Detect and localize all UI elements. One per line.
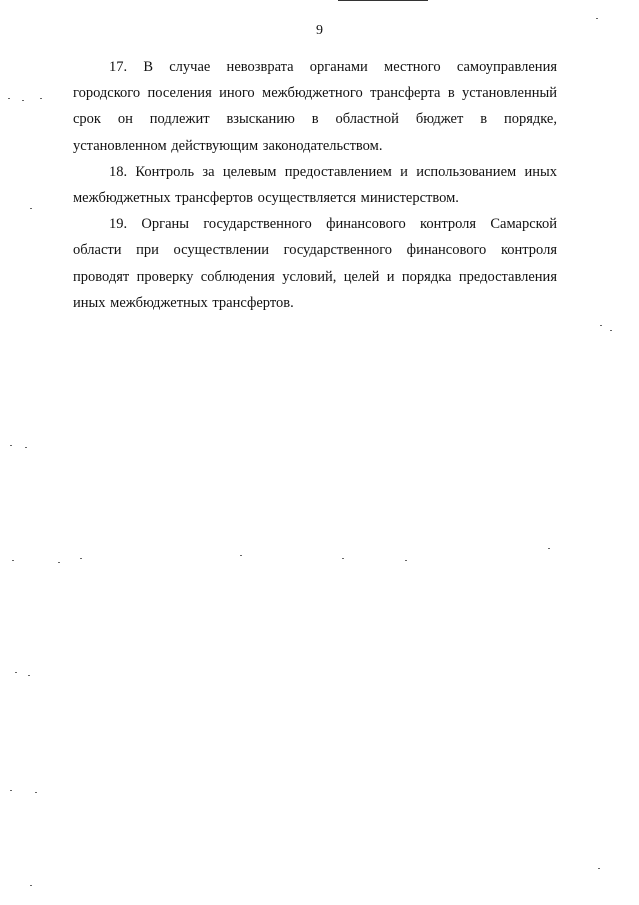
scan-speck xyxy=(240,555,242,556)
scan-speck xyxy=(22,100,24,101)
scan-speck xyxy=(80,558,82,559)
scan-speck xyxy=(600,325,602,326)
scan-speck xyxy=(596,18,598,19)
scan-edge-line xyxy=(338,0,428,1)
document-body xyxy=(73,54,557,316)
scan-speck xyxy=(548,548,550,549)
scan-speck xyxy=(40,98,42,99)
scan-speck xyxy=(610,330,612,331)
scan-speck xyxy=(30,885,32,886)
scan-speck xyxy=(598,868,600,869)
scan-speck xyxy=(8,98,10,99)
scan-speck xyxy=(35,792,37,793)
scan-speck xyxy=(405,560,407,561)
paragraph-19: 19. Органы государственного финансового контроля Самарской области при осуществлении государственного финансового контроля проводят проверку соблюдения условий, целей и порядка предоставления иных межбюджетных трансфертов. xyxy=(73,216,557,311)
scan-speck xyxy=(25,447,27,448)
scan-speck xyxy=(10,445,12,446)
paragraph-17: 17. В случае невозврата органами местного самоуправления городского поселения иного межбюджетного трансферта в установленный срок он подлежит взысканию в областной бюджет в порядке, установленном действующим законодательством. xyxy=(73,59,557,154)
scan-speck xyxy=(15,672,17,673)
scan-speck xyxy=(58,562,60,563)
page-number: 9 xyxy=(316,23,323,38)
scan-speck xyxy=(28,675,30,676)
scan-speck xyxy=(30,208,32,209)
scan-speck xyxy=(10,790,12,791)
paragraph-18: 18. Контроль за целевым предоставлением и использованием иных межбюджетных трансфертов осуществляется министерством. xyxy=(73,163,557,207)
scan-speck xyxy=(12,560,14,561)
scan-speck xyxy=(342,558,344,559)
